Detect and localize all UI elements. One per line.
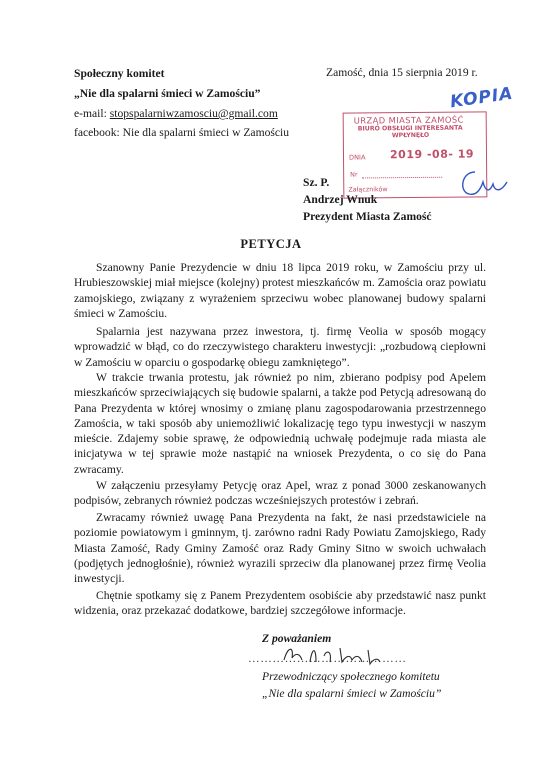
addressee-name: Andrzej Wnuk <box>303 193 378 206</box>
kopia-mark: KOPIA <box>448 83 515 113</box>
signature-role: Przewodniczący społecznego komitetu <box>262 670 440 683</box>
stamp-received: WPŁYNĘŁO <box>391 131 430 140</box>
sender-committee-name: „Nie dla spalarni śmieci w Zamościu” <box>74 87 261 100</box>
sender-facebook: facebook: Nie dla spalarni śmieci w Zamościu <box>74 126 290 139</box>
signature-regards: Z poważaniem <box>262 632 332 645</box>
stamp-office: URZĄD MIASTA ZAMOŚĆ <box>353 114 464 126</box>
date-line: Zamość, dnia 15 sierpnia 2019 r. <box>326 66 478 79</box>
addressee-salutation: Sz. P. <box>303 176 330 189</box>
body-paragraph: Chętnie spotkamy się z Panem Prezydentem osobiście aby przedstawić nasz punkt widzenia, oraz przekazać dodatkowe, bardziej szczegółowe informacje. <box>74 589 486 618</box>
sender-email-line <box>74 106 278 121</box>
body-paragraph: Spalarnia jest nazywana przez inwestora, tj. firmę Veolia w sposób mogący wprowadzić w błąd, co do rzeczywistego charakteru inwestycji: „rozbudową ciepłowni w Zamościu w oparciu o gospodarkę obiegu zamkniętego”. <box>74 325 486 369</box>
addressee-title: Prezydent Miasta Zamość <box>303 210 432 223</box>
signature-line: ………………………………… <box>248 652 407 665</box>
stamp-attachments-label: Załączników <box>348 185 388 194</box>
stamp-date: 2019 -08- 19 <box>389 147 475 162</box>
email-label: e-mail: <box>74 107 110 120</box>
body-paragraph: W załączeniu przesyłamy Petycję oraz Apel, wraz z ponad 3000 zeskanowanych podpisów, zebranych również podczas wcześniejszych protestów i zebrań. <box>74 479 486 508</box>
body-paragraph: Zwracamy również uwagę Pana Prezydenta na fakt, że nasi przedstawiciele na poziomie powiatowym i gminnym, tj. zarówno radni Rady Powiatu Zamojskiego, Rady Miasta Zamość, Rady Gminy Zamość oraz Rady Gminy Sitno w swoich uchwałach (podjętych jednogłośnie), również wyrazili sprzeciw dla planowanej przez firmę Veolia inwestycji. <box>74 511 486 586</box>
body-paragraph: W trakcie trwania protestu, jak również po nim, zbierano podpisy pod Apelem mieszkańców sprzeciwiających się budowie spalarni, a także pod Petycją adresowaną do Pana Prezydenta w której wnosimy o zmianę planu zagospodarowania przestrzennego Zamościa, w taki sposób aby uniemożliwić lokalizację tego typu inwestycji w naszym mieście. Zdajemy sobie sprawę, że odpowiednią uchwałę podejmuje rada miasta ale inicjatywa w tej sprawie może nastąpić na wniosek Prezydenta, o co się do Pana zwracamy. <box>74 371 486 476</box>
stamp-nr-line <box>362 177 442 179</box>
handwritten-signature <box>280 640 390 670</box>
body-paragraph: Szanowny Panie Prezydencie w dniu 18 lipca 2019 roku, w Zamościu przy ul. Hrubieszowskiej miał miejsce (kolejny) protest mieszkańców m. Zamościa oraz powiatu zamojskiego, związany z wyrażeniem sprzeciwu wobec planowanej budowy spalarni śmieci w Zamościu. <box>74 261 486 320</box>
document-heading: PETYCJA <box>240 237 302 251</box>
email-link[interactable]: stopspalarniwzamosciu@gmail.com <box>109 107 278 120</box>
stamp-dnia-label: DNIA <box>348 153 366 162</box>
signature-committee: „Nie dla spalarni śmieci w Zamościu” <box>262 687 442 700</box>
sender-committee: Społeczny komitet <box>74 67 165 80</box>
stamp-initials-signature <box>455 164 515 204</box>
stamp-department: BIURO OBSŁUGI INTERESANTA <box>357 124 463 133</box>
stamp-nr-label: Nr <box>350 170 358 179</box>
